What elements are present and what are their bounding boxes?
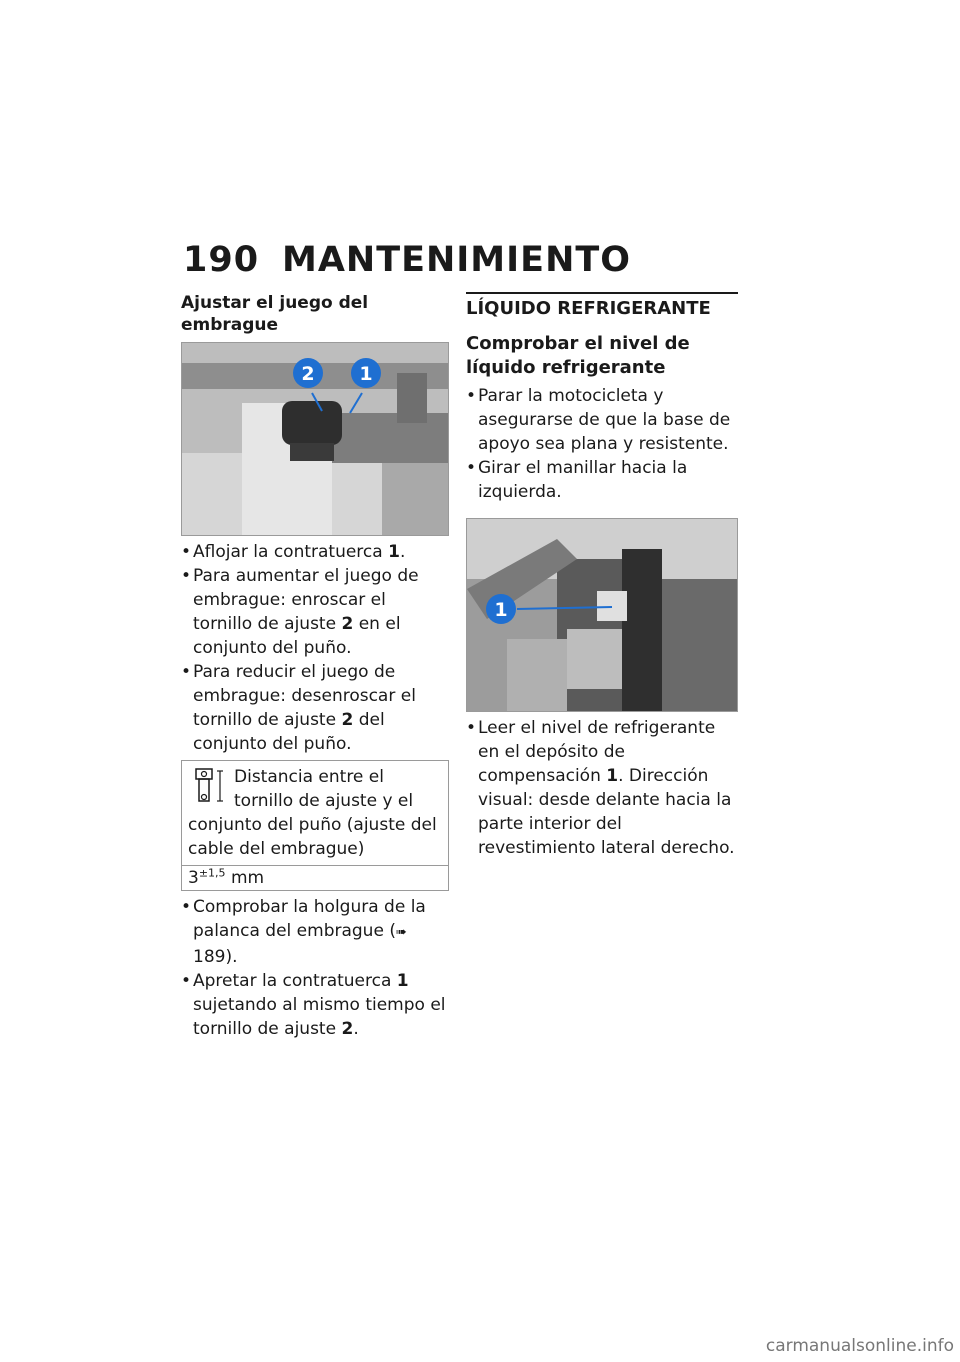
callout-2-label: 2: [301, 363, 315, 385]
clutch-steps-list: [181, 540, 449, 756]
section-heading-clutch: Ajustar el juego del embrague: [181, 293, 369, 335]
spec-box: [181, 760, 449, 891]
callout-1-label: 1: [359, 363, 373, 385]
list-item: • Para aumentar el juego de embrague: enroscar el tornillo de ajuste 2 en el conjunto del puño.: [181, 564, 449, 660]
page-title: MANTENIMIENTO: [282, 240, 631, 280]
list-item: • Aflojar la contratuerca 1.: [181, 540, 449, 564]
left-column: [181, 292, 449, 1041]
clutch-steps-list-2: [181, 895, 449, 1041]
clutch-photo-illustration: [182, 343, 448, 535]
clutch-adjust-figure: [181, 342, 449, 536]
page-reference[interactable]: 189: [193, 947, 226, 967]
page-number: 190: [183, 240, 260, 280]
spec-label: Distancia entre el tornillo de ajuste y el conjunto del puño (ajuste del cable del embrague): [188, 767, 437, 859]
right-column: [466, 292, 738, 860]
section-title-coolant: LÍQUIDO REFRIGERANTE: [466, 292, 738, 320]
page-ref-arrow-icon: ➠: [395, 925, 407, 940]
list-item: • Parar la motocicleta y asegurarse de que la base de apoyo sea plana y resistente.: [466, 384, 738, 456]
adjustment-gauge-icon: [188, 765, 228, 809]
coolant-photo-illustration: [467, 519, 737, 711]
coolant-steps-list: [466, 384, 738, 504]
list-item: • Leer el nivel de refrigerante en el depósito de compensación 1. Dirección visual: desde delante hacia la parte interior del revestimiento lateral derecho.: [466, 716, 738, 860]
callout-1-label: 1: [494, 599, 508, 621]
coolant-steps-list-2: [466, 716, 738, 860]
list-item: • Comprobar la holgura de la palanca del embrague (➠ 189).: [181, 895, 449, 969]
list-item: • Para reducir el juego de embrague: desenroscar el tornillo de ajuste 2 del conjunto del puño.: [181, 660, 449, 756]
section-heading-coolant: Comprobar el nivel de líquido refrigerante: [466, 333, 690, 378]
spec-value: $3^{\pm 1,5}$ mm: [182, 865, 448, 890]
list-item: • Girar el manillar hacia la izquierda.: [466, 456, 738, 504]
watermark: carmanualsonline.info: [765, 1336, 954, 1356]
list-item: • Apretar la contratuerca 1 sujetando al mismo tiempo el tornillo de ajuste 2.: [181, 969, 449, 1041]
coolant-reservoir-figure: [466, 518, 738, 712]
